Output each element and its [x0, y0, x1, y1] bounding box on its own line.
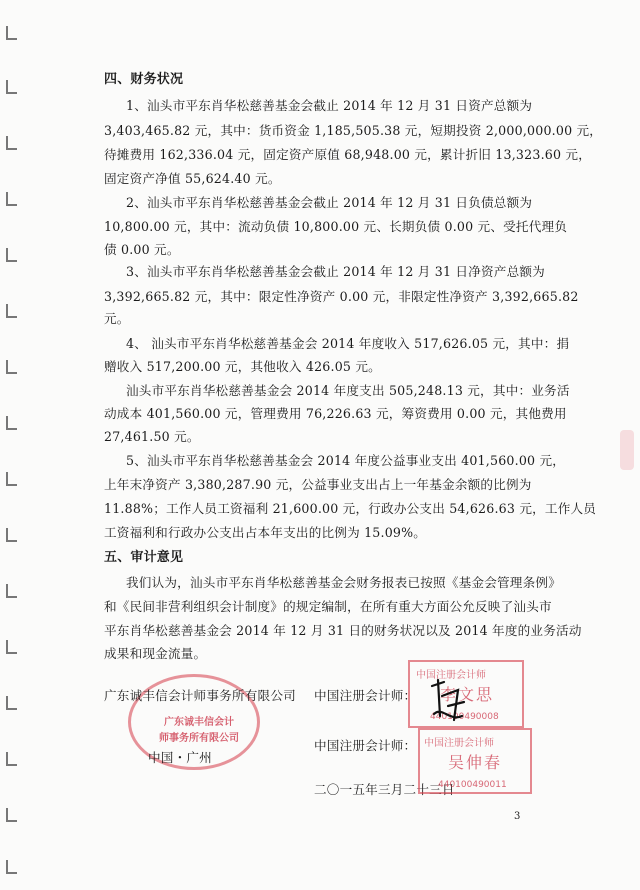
paragraph-line: 元。	[104, 311, 130, 326]
binding-mark	[6, 304, 17, 318]
paragraph-line: 上年末净资产 3,380,287.90 元，公益事业支出占上一年基金余额的比例为	[104, 477, 532, 492]
seal-number: 440100490008	[430, 712, 499, 722]
paragraph-line: 27,461.50 元。	[104, 429, 200, 444]
binding-mark	[6, 136, 17, 150]
paragraph-line: 赠收入 517,200.00 元，其他收入 426.05 元。	[104, 359, 381, 374]
page-number: 3	[514, 811, 521, 822]
seal-title: 中国注册会计师	[416, 670, 486, 681]
binding-mark	[6, 248, 17, 262]
paragraph-line: 5、汕头市平东肖华松慈善基金会 2014 年度公益事业支出 401,560.00 元，	[126, 453, 566, 468]
binding-mark	[6, 860, 17, 874]
binding-mark	[6, 808, 17, 822]
location: 中国・广州	[148, 750, 212, 765]
paragraph-line: 待摊费用 162,336.04 元，固定资产原值 68,948.00 元，累计折旧 13,323.60 元，	[104, 147, 591, 162]
binding-margin	[4, 20, 20, 880]
paragraph-line: 成果和现金流量。	[104, 646, 207, 661]
paragraph-line: 2、汕头市平东肖华松慈善基金会截止 2014 年 12 月 31 日负债总额为	[126, 195, 533, 210]
seal-number: 440100490011	[438, 780, 507, 790]
report-date: 二〇一五年三月二十三日	[314, 782, 455, 797]
paragraph-line: 10,800.00 元，其中：流动负债 10,800.00 元、长期负债 0.00 元、受托代理负	[104, 219, 568, 234]
paragraph-line: 3,392,665.82 元，其中：限定性净资产 0.00 元，非限定性净资产 3,392,665.82	[104, 289, 579, 304]
paragraph-line: 动成本 401,560.00 元，管理费用 76,226.63 元，筹资费用 0.00 元，其他费用	[104, 406, 567, 421]
handwritten-signature	[428, 676, 468, 724]
binding-mark	[6, 416, 17, 430]
section-heading-financial-status: 四、财务状况	[104, 72, 184, 87]
seal-title: 中国注册会计师	[424, 738, 494, 749]
cpa-label: 中国注册会计师：	[314, 738, 417, 753]
seal-text: 广东诚丰信会计	[164, 717, 234, 728]
paragraph-line: 3、汕头市平东肖华松慈善基金会截止 2014 年 12 月 31 日净资产总额为	[126, 264, 545, 279]
binding-mark	[6, 26, 17, 40]
paragraph-line: 3,403,465.82 元，其中：货币资金 1,185,505.38 元，短期投资 2,000,000.00 元，	[104, 123, 603, 138]
binding-mark	[6, 640, 17, 654]
paragraph-line: 工资福利和行政办公支出占本年支出的比例为 15.09%。	[104, 525, 427, 540]
paragraph-line: 固定资产净值 55,624.40 元。	[104, 171, 281, 186]
cpa-label: 中国注册会计师：	[314, 688, 417, 703]
binding-mark	[6, 584, 17, 598]
binding-mark	[6, 528, 17, 542]
audit-firm-name: 广东诚丰信会计师事务所有限公司	[104, 688, 296, 703]
binding-mark	[6, 360, 17, 374]
binding-mark	[6, 472, 17, 486]
paragraph-line: 11.88%；工作人员工资福利 21,600.00 元，行政办公支出 54,626.63 元，工作人员	[104, 501, 597, 516]
paragraph-line: 和《民间非营利组织会计制度》的规定编制，在所有重大方面公允反映了汕头市	[104, 599, 552, 614]
edge-stain	[620, 430, 634, 470]
binding-mark	[6, 696, 17, 710]
cpa-seal-2	[418, 728, 532, 794]
seal-name: 吴伸春	[448, 753, 503, 772]
section-heading-audit-opinion: 五、审计意见	[104, 550, 184, 565]
binding-mark	[6, 80, 17, 94]
seal-name: 李文思	[440, 685, 495, 704]
paragraph-line: 我们认为，汕头市平东肖华松慈善基金会财务报表已按照《基金会管理条例》	[126, 575, 561, 590]
binding-mark	[6, 752, 17, 766]
paragraph-line: 1、汕头市平东肖华松慈善基金会截止 2014 年 12 月 31 日资产总额为	[126, 98, 533, 113]
paragraph-line: 平东肖华松慈善基金会 2014 年 12 月 31 日的财务状况以及 2014 年度的业务活动	[104, 623, 582, 638]
paragraph-line: 4、 汕头市平东肖华松慈善基金会 2014 年度收入 517,626.05 元，其中：捐	[126, 336, 570, 351]
binding-mark	[6, 192, 17, 206]
paragraph-line: 债 0.00 元。	[104, 242, 180, 257]
paragraph-line: 汕头市平东肖华松慈善基金会 2014 年度支出 505,248.13 元，其中：业务活	[126, 383, 570, 398]
seal-text: 师事务所有限公司	[159, 733, 239, 744]
